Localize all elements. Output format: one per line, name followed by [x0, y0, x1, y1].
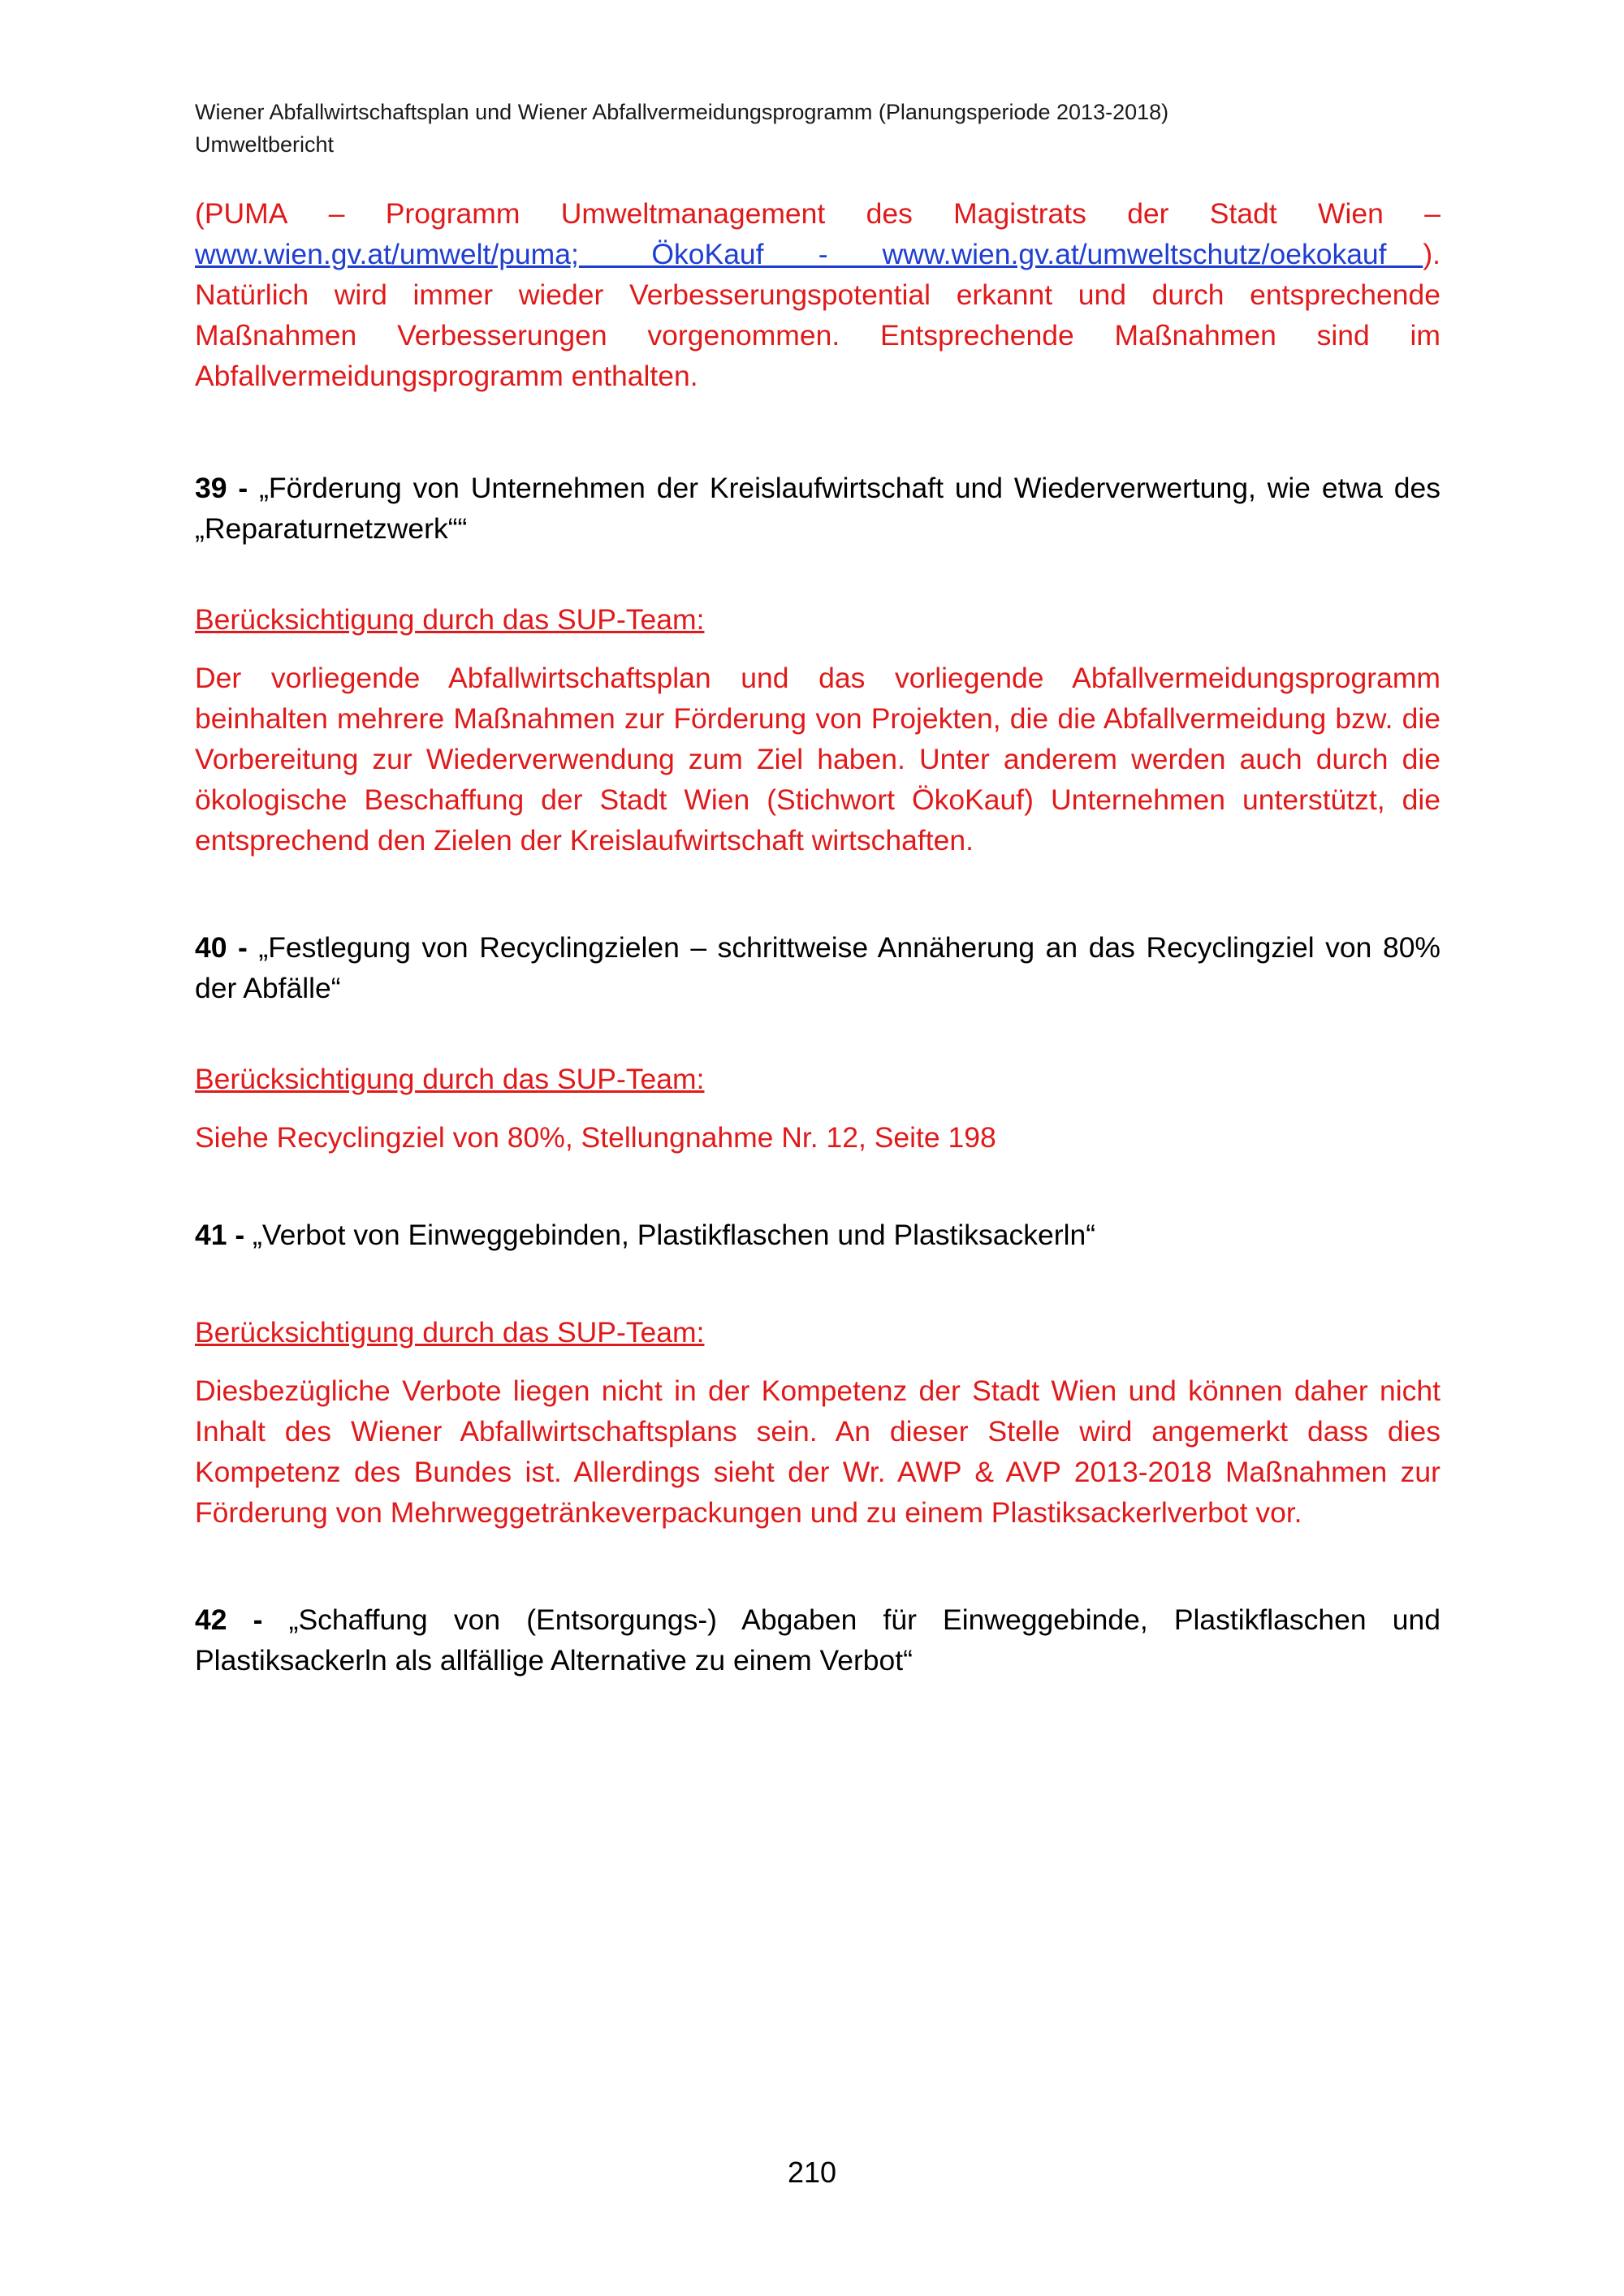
consideration-response: Der vorliegende Abfallwirtschaftsplan und das vorliegende Abfallvermeidungsprogramm beinhalten mehrere Maßnahmen zur Förderung von Projekten, die die Abfallvermeidung bzw. die Vorbereitung zur Wiederverwendung zum Ziel haben. Unter anderem werden auch durch die ökologische Beschaffung der Stadt Wien (Stichwort ÖkoKauf) Unternehmen unterstützt, die entsprechend den Zielen der Kreislaufwirtschaft wirtschaften.: [195, 662, 1440, 857]
statement-number: 40 -: [195, 931, 248, 964]
consideration-response: Diesbezügliche Verbote liegen nicht in der Kompetenz der Stadt Wien und können daher nicht Inhalt des Wiener Abfallwirtschaftsplans sein. An dieser Stelle wird angemerkt dass dies Kompetenz des Bundes ist. Allerdings sieht der Wr. AWP & AVP 2013-2018 Maßnahmen zur Förderung von Mehrweggetränkeverpackungen und zu einem Plastiksackerlverbot vor.: [195, 1375, 1440, 1529]
page-header: [195, 96, 1445, 161]
puma-word: der: [1127, 197, 1169, 230]
statement-quote: „Verbot von Einweggebinden, Plastikflaschen und Plastiksackerln“: [253, 1219, 1096, 1251]
links-line: [195, 234, 1440, 274]
header-subtitle: Umweltbericht: [195, 132, 335, 157]
spacer: [195, 861, 1440, 927]
links-separator: [579, 238, 652, 270]
statement-item-42: [195, 1599, 1440, 1681]
oekokauf-link-label[interactable]: ÖkoKauf -: [651, 238, 883, 270]
consideration-heading: Berücksichtigung durch das SUP-Team:: [195, 1063, 705, 1095]
puma-word: Umweltmanagement: [560, 197, 826, 230]
consideration-response: Siehe Recyclingziel von 80%, Stellungnahme Nr. 12, Seite 198: [195, 1121, 996, 1154]
spacer: [195, 640, 1440, 658]
statement-text: [195, 468, 1440, 549]
links-trailing-space: [1387, 238, 1423, 270]
puma-word: –: [1424, 197, 1440, 230]
statement-item-40: [195, 927, 1440, 1158]
header-title: Wiener Abfallwirtschaftsplan und Wiener Abfallvermeidungsprogramm (Planungsperiode 2013-2018): [195, 100, 1169, 124]
consideration-heading: Berücksichtigung durch das SUP-Team:: [195, 603, 705, 636]
spacer: [195, 549, 1440, 599]
statement-text: [195, 1215, 1440, 1255]
puma-word: (PUMA: [195, 197, 288, 230]
statement-quote: „Schaffung von (Entsorgungs-) Abgaben für Einweggebinde, Plastikflaschen und Plastiksackerln als allfällige Alternative zu einem Verbot“: [195, 1603, 1441, 1677]
page-footer: [0, 2155, 1624, 2190]
statement-quote: „Förderung von Unternehmen der Kreislaufwirtschaft und Wiederverwertung, wie etwa des „Reparaturnetzwerk““: [195, 472, 1440, 545]
spacer: [195, 396, 1440, 468]
puma-word: des: [866, 197, 913, 230]
spacer: [195, 1255, 1440, 1312]
page-content: [195, 193, 1440, 1681]
page-number: 210: [787, 2156, 837, 2189]
statement-text: [195, 927, 1440, 1008]
puma-word: Magistrats: [953, 197, 1086, 230]
spacer: [195, 1353, 1440, 1370]
puma-line: [195, 193, 1440, 234]
spacer: [195, 1008, 1440, 1059]
puma-word: –: [328, 197, 345, 230]
statement-number: 42 -: [195, 1603, 263, 1636]
spacer: [195, 1158, 1440, 1215]
oekokauf-link[interactable]: www.wien.gv.at/umweltschutz/oekokauf: [882, 238, 1387, 270]
spacer: [195, 1533, 1440, 1599]
statement-text: [195, 1599, 1440, 1681]
spacer: [195, 1099, 1440, 1117]
statement-item-39: [195, 468, 1440, 861]
statement-quote: „Festlegung von Recyclingzielen – schrittweise Annäherung an das Recyclingziel von 80% der Abfälle“: [195, 931, 1440, 1004]
puma-link[interactable]: www.wien.gv.at/umwelt/puma;: [195, 238, 579, 270]
intro-paragraph: [195, 193, 1440, 396]
puma-word: Stadt: [1209, 197, 1277, 230]
puma-word: Programm: [385, 197, 520, 230]
statement-number: 41 -: [195, 1219, 245, 1251]
links-closing: ).: [1423, 238, 1441, 270]
statement-item-41: [195, 1215, 1440, 1533]
statement-number: 39 -: [195, 472, 248, 504]
intro-text: Natürlich wird immer wieder Verbesserungspotential erkannt und durch entsprechende Maßnahmen Verbesserungen vorgenommen. Entsprechende Maßnahmen sind im Abfallvermeidungsprogramm enthalten.: [195, 278, 1440, 392]
consideration-heading: Berücksichtigung durch das SUP-Team:: [195, 1316, 705, 1349]
puma-word: Wien: [1318, 197, 1384, 230]
